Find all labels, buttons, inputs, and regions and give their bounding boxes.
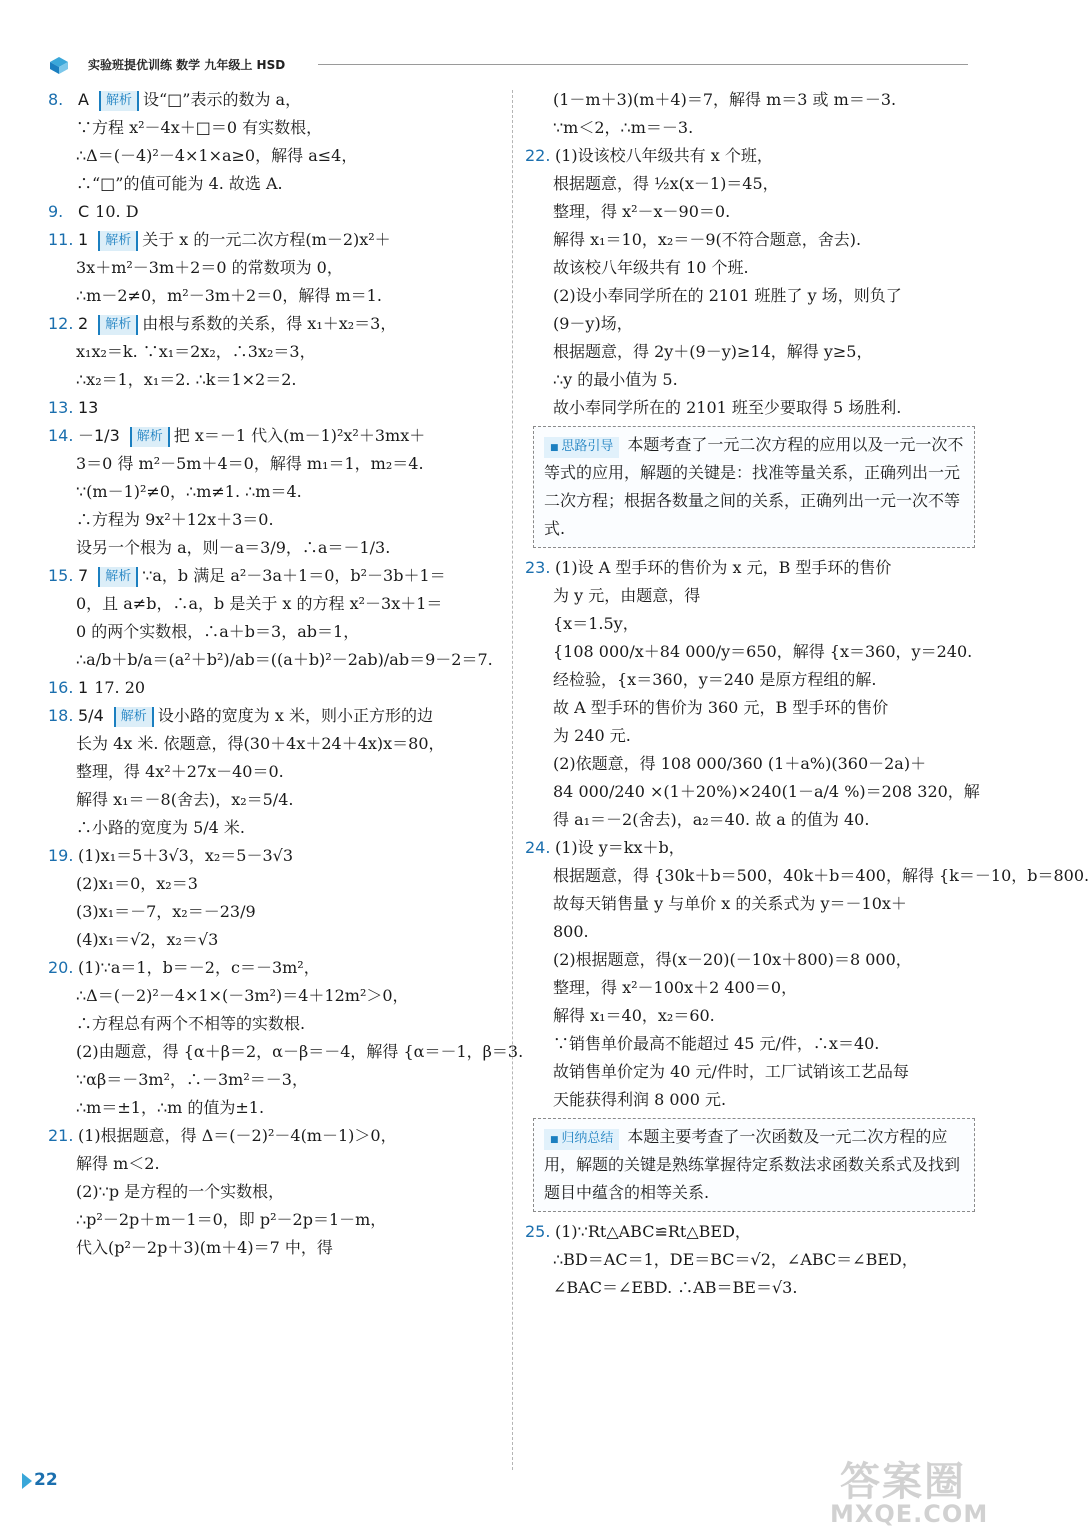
question-number: 20.	[48, 958, 74, 977]
line-text: 关于 x 的一元二次方程(m－2)x²＋	[142, 230, 391, 249]
solution-line	[525, 366, 975, 394]
solution-line	[525, 1086, 975, 1114]
answer-value: C	[78, 202, 90, 221]
solution-line	[48, 982, 500, 1010]
page-marker-icon	[22, 1473, 32, 1489]
solution-line	[48, 170, 500, 198]
solution-line	[48, 1094, 500, 1122]
solution-line	[48, 1206, 500, 1234]
line-text: ∴x₂＝1，x₁＝2. ∴k＝1×2＝2.	[76, 370, 297, 389]
solution-line	[48, 1234, 500, 1262]
answer-value: 1	[78, 678, 89, 697]
solution-line	[48, 338, 500, 366]
line-text: (1)∵a＝1，b＝－2，c＝－3m²，	[78, 958, 320, 977]
line-text: (1)设 A 型手环的售价为 x 元，B 型手环的售价	[555, 558, 892, 577]
line-text: x₁x₂＝k. ∵x₁＝2x₂，∴3x₂＝3，	[76, 342, 316, 361]
solution-line	[525, 86, 975, 114]
line-text: 整理，得 x²－x－90＝0.	[553, 202, 731, 221]
line-text: 0，且 a≠b，∴a，b 是关于 x 的方程 x²－3x＋1＝	[76, 594, 443, 613]
line-text: ∴方程为 9x²＋12x＋3＝0.	[76, 510, 274, 529]
solution-line	[525, 310, 975, 338]
question-line	[48, 394, 500, 422]
solution-line	[48, 870, 500, 898]
solution-line	[525, 226, 975, 254]
tip-box	[533, 426, 975, 548]
line-text: ∴Δ＝(－4)²－4×1×a≥0，解得 a≤4，	[76, 146, 358, 165]
line-text: (3)x₁＝－7，x₂＝－23/9	[76, 902, 256, 921]
solution-line	[525, 694, 975, 722]
right-column	[525, 86, 1089, 1302]
solution-line	[48, 1038, 524, 1066]
solution-line	[48, 142, 500, 170]
answer-value: 7	[78, 566, 89, 585]
question-line	[525, 1218, 975, 1246]
line-text: ∵αβ＝－3m²，∴－3m²＝－3，	[76, 1070, 308, 1089]
line-text: 解得 x₁＝－8(舍去)，x₂＝5/4.	[76, 790, 294, 809]
analysis-tag: 解析	[99, 91, 139, 111]
solution-line	[525, 722, 975, 750]
question-line	[48, 1122, 500, 1150]
line-text: 天能获得利润 8 000 元.	[553, 1090, 727, 1109]
solution-line	[525, 1246, 975, 1274]
solution-line	[525, 198, 975, 226]
question-number: 16.	[48, 678, 74, 697]
tip-box-text: 本题主要考查了一次函数及一元二次方程的应用，解题的关键是熟练掌握待定系数法求函数关系式及找到题目中蕴含的相等关系.	[544, 1127, 961, 1202]
solution-line	[525, 778, 980, 806]
tip-box-label: ■ 思路引导	[544, 437, 619, 458]
line-text: 0 的两个实数根，∴a＋b＝3，ab＝1，	[76, 622, 360, 641]
line-text: 根据题意，得 {30k＋b＝500，40k＋b＝400，解得 {k＝－10，b＝800.	[553, 866, 1089, 885]
line-text: (2)根据题意，得(x－20)(－10x＋800)＝8 000，	[553, 950, 912, 969]
question-number: 21.	[48, 1126, 74, 1145]
solution-line	[48, 898, 500, 926]
line-text: 故 A 型手环的售价为 360 元，B 型手环的售价	[553, 698, 889, 717]
line-text: (1)∵Rt△ABC≌Rt△BED，	[555, 1222, 751, 1241]
solution-line	[48, 646, 500, 674]
page-header	[48, 52, 968, 78]
solution-line	[48, 282, 500, 310]
solution-line	[525, 282, 975, 310]
line-text: (9－y)场，	[553, 314, 633, 333]
header-rule	[318, 64, 968, 65]
line-text: ∴小路的宽度为 5/4 米.	[76, 818, 246, 837]
solution-line	[525, 1002, 975, 1030]
answer-value: －1/3	[78, 426, 120, 445]
line-text: ∴p²－2p＋m－1＝0，即 p²－2p＝1－m，	[76, 1210, 387, 1229]
question-line	[48, 674, 500, 702]
left-column	[48, 86, 524, 1262]
line-text: ∴y 的最小值为 5.	[553, 370, 678, 389]
line-text: 3x＋m²－3m＋2＝0 的常数项为 0，	[76, 258, 343, 277]
line-text: (2)由题意，得 {α＋β＝2，α－β＝－4，解得 {α＝－1，β＝3.	[76, 1042, 524, 1061]
line-text: (1)设 y＝kx＋b，	[555, 838, 685, 857]
line-text: 得 a₁＝－2(舍去)，a₂＝40. 故 a 的值为 40.	[553, 810, 870, 829]
question-line	[48, 842, 500, 870]
line-text: 设“□”表示的数为 a，	[142, 90, 302, 109]
solution-line	[48, 506, 500, 534]
solution-line	[525, 750, 975, 778]
line-text: 10. D	[95, 202, 139, 221]
line-text: (1)x₁＝5＋3√3，x₂＝5－3√3	[78, 846, 294, 865]
line-text: 84 000/240 ×(1＋20%)×240(1－a/4 %)＝208 320，解	[553, 782, 980, 801]
line-text: {108 000/x＋84 000/y＝650，解得 {x＝360，y＝240.	[553, 642, 973, 661]
line-text: 解得 m＜2.	[76, 1154, 160, 1173]
line-text: 17. 20	[94, 678, 146, 697]
line-text: 根据题意，得 ½x(x－1)＝45，	[553, 174, 779, 193]
solution-line	[48, 618, 500, 646]
line-text: ∵方程 x²－4x＋□＝0 有实数根，	[76, 118, 323, 137]
question-line	[525, 834, 975, 862]
question-number: 22.	[525, 146, 551, 165]
analysis-tag: 解析	[98, 567, 138, 587]
line-text: (2)依题意，得 108 000/360 (1＋a%)(360－2a)＋	[553, 754, 927, 773]
solution-line	[525, 1030, 975, 1058]
analysis-tag: 解析	[130, 427, 170, 447]
line-text: ∴a/b＋b/a＝(a²＋b²)/ab＝((a＋b)²－2ab)/ab＝9－2＝7.	[76, 650, 493, 669]
question-number: 25.	[525, 1222, 551, 1241]
solution-line	[525, 394, 975, 422]
solution-line	[48, 366, 500, 394]
solution-line	[525, 582, 975, 610]
line-text: ∵销售单价最高不能超过 45 元/件，∴x＝40.	[553, 1034, 880, 1053]
solution-line	[48, 814, 500, 842]
line-text: 代入(p²－2p＋3)(m＋4)＝7 中，得	[76, 1238, 333, 1257]
line-text: ∴m－2≠0，m²－3m＋2＝0，解得 m＝1.	[76, 286, 382, 305]
question-number: 13.	[48, 398, 74, 417]
line-text: ∴“□”的值可能为 4. 故选 A.	[76, 174, 283, 193]
solution-line	[525, 946, 975, 974]
solution-line	[525, 338, 975, 366]
solution-line	[48, 450, 500, 478]
line-text: 故该校八年级共有 10 个班.	[553, 258, 749, 277]
line-text: (1)根据题意，得 Δ＝(－2)²－4(m－1)＞0，	[78, 1126, 397, 1145]
solution-line	[525, 254, 975, 282]
line-text: 设小路的宽度为 x 米，则小正方形的边	[157, 706, 433, 725]
line-text: 故每天销售量 y 与单价 x 的关系式为 y＝－10x＋	[553, 894, 907, 913]
answer-value: A	[78, 90, 89, 109]
line-text: ∴BD＝AC＝1，DE＝BC＝√2，∠ABC＝∠BED，	[553, 1250, 918, 1269]
line-text: 为 y 元，由题意，得	[553, 586, 701, 605]
solution-line	[525, 918, 975, 946]
line-text: (1－m＋3)(m＋4)＝7，解得 m＝3 或 m＝－3.	[553, 90, 897, 109]
solution-line	[525, 170, 975, 198]
question-line	[48, 198, 500, 226]
tip-box-text: 本题考查了一元二次方程的应用以及一元一次不等式的应用，解题的关键是：找准等量关系，正确列出一元二次方程；根据各数量之间的关系，正确列出一元一次不等式.	[544, 435, 964, 538]
line-text: {x＝1.5y，	[553, 614, 639, 633]
line-text: ∴方程总有两个不相等的实数根.	[76, 1014, 306, 1033]
solution-line	[48, 786, 500, 814]
solution-line	[48, 1178, 500, 1206]
question-line	[48, 954, 500, 982]
line-text: 解得 x₁＝10，x₂＝－9(不符合题意，舍去).	[553, 230, 862, 249]
line-text: (1)设该校八年级共有 x 个班，	[555, 146, 773, 165]
line-text: (2)x₁＝0，x₂＝3	[76, 874, 198, 893]
column-divider	[512, 90, 513, 1470]
question-number: 11.	[48, 230, 74, 249]
solution-line	[525, 1274, 975, 1302]
tip-box-label: ■ 归纳总结	[544, 1129, 619, 1150]
solution-line	[525, 890, 975, 918]
solution-line	[525, 666, 975, 694]
tip-box	[533, 1118, 975, 1212]
line-text: 故销售单价定为 40 元/件时，工厂试销该工艺品每	[553, 1062, 909, 1081]
watermark-logo-text: 答案圈	[840, 1459, 966, 1505]
question-number: 19.	[48, 846, 74, 865]
line-text: ∴m＝±1，∴m 的值为±1.	[76, 1098, 265, 1117]
header-title: 实验班提优训练 数学 九年级上 HSD	[88, 58, 286, 72]
line-text: (2)设小奉同学所在的 2101 班胜了 y 场，则负了	[553, 286, 902, 305]
line-text: 由根与系数的关系，得 x₁＋x₂＝3，	[142, 314, 397, 333]
solution-line	[48, 730, 500, 758]
solution-line	[48, 926, 500, 954]
analysis-tag: 解析	[114, 707, 154, 727]
answer-value: 5/4	[78, 706, 104, 725]
page-number: 22	[34, 1470, 58, 1490]
question-line	[48, 86, 500, 114]
question-line	[48, 702, 500, 730]
line-text: 故小奉同学所在的 2101 班至少要取得 5 场胜利.	[553, 398, 902, 417]
answer-value: 1	[78, 230, 89, 249]
line-text: 800.	[553, 922, 589, 941]
question-number: 18.	[48, 706, 74, 725]
solution-line	[525, 862, 1089, 890]
watermark-url: MXQE.COM	[830, 1500, 989, 1528]
solution-line	[525, 610, 975, 638]
line-text: ∠BAC＝∠EBD. ∴AB＝BE＝√3.	[553, 1278, 798, 1297]
line-text: ∵a，b 满足 a²－3a＋1＝0，b²－3b＋1＝	[142, 566, 446, 585]
question-number: 12.	[48, 314, 74, 333]
solution-line	[48, 254, 500, 282]
line-text: 为 240 元.	[553, 726, 631, 745]
solution-line	[48, 1066, 500, 1094]
solution-line	[525, 638, 975, 666]
question-line	[525, 554, 975, 582]
line-text: ∴Δ＝(－2)²－4×1×(－3m²)＝4＋12m²＞0，	[76, 986, 409, 1005]
line-text: 解得 x₁＝40，x₂＝60.	[553, 1006, 715, 1025]
solution-line	[48, 534, 500, 562]
line-text: ∵m＜2，∴m＝－3.	[553, 118, 694, 137]
line-text: 把 x＝－1 代入(m－1)²x²＋3mx＋	[173, 426, 426, 445]
solution-line	[48, 758, 500, 786]
line-text: (4)x₁＝√2，x₂＝√3	[76, 930, 219, 949]
analysis-tag: 解析	[98, 315, 138, 335]
watermark	[820, 1450, 1010, 1532]
question-line	[48, 422, 500, 450]
solution-line	[48, 114, 500, 142]
solution-line	[525, 1058, 975, 1086]
solution-line	[525, 806, 975, 834]
question-line	[48, 310, 500, 338]
question-line	[525, 142, 975, 170]
answer-value: 2	[78, 314, 89, 333]
analysis-tag: 解析	[98, 231, 138, 251]
book-logo-icon	[48, 54, 70, 76]
question-number: 23.	[525, 558, 551, 577]
solution-line	[48, 1010, 500, 1038]
solution-line	[525, 974, 975, 1002]
question-number: 24.	[525, 838, 551, 857]
solution-line	[48, 1150, 500, 1178]
line-text: 设另一个根为 a，则－a＝3/9，∴a＝－1/3.	[76, 538, 391, 557]
line-text: 经检验，{x＝360，y＝240 是原方程组的解.	[553, 670, 877, 689]
question-number: 14.	[48, 426, 74, 445]
line-text: (2)∵p 是方程的一个实数根，	[76, 1182, 285, 1201]
line-text: 长为 4x 米. 依题意，得(30＋4x＋24＋4x)x＝80，	[76, 734, 445, 753]
line-text: 3＝0 得 m²－5m＋4＝0，解得 m₁＝1，m₂＝4.	[76, 454, 424, 473]
line-text: ∵(m－1)²≠0，∴m≠1. ∴m＝4.	[76, 482, 302, 501]
solution-line	[48, 590, 500, 618]
solution-line	[48, 478, 500, 506]
question-line	[48, 226, 500, 254]
line-text: 整理，得 4x²＋27x－40＝0.	[76, 762, 284, 781]
line-text: 整理，得 x²－100x＋2 400＝0，	[553, 978, 798, 997]
line-text: 根据题意，得 2y＋(9－y)≥14，解得 y≥5，	[553, 342, 873, 361]
question-number: 9.	[48, 202, 64, 221]
answer-value: 13	[78, 398, 99, 417]
question-number: 8.	[48, 90, 64, 109]
solution-line	[525, 114, 975, 142]
question-line	[48, 562, 500, 590]
question-number: 15.	[48, 566, 74, 585]
